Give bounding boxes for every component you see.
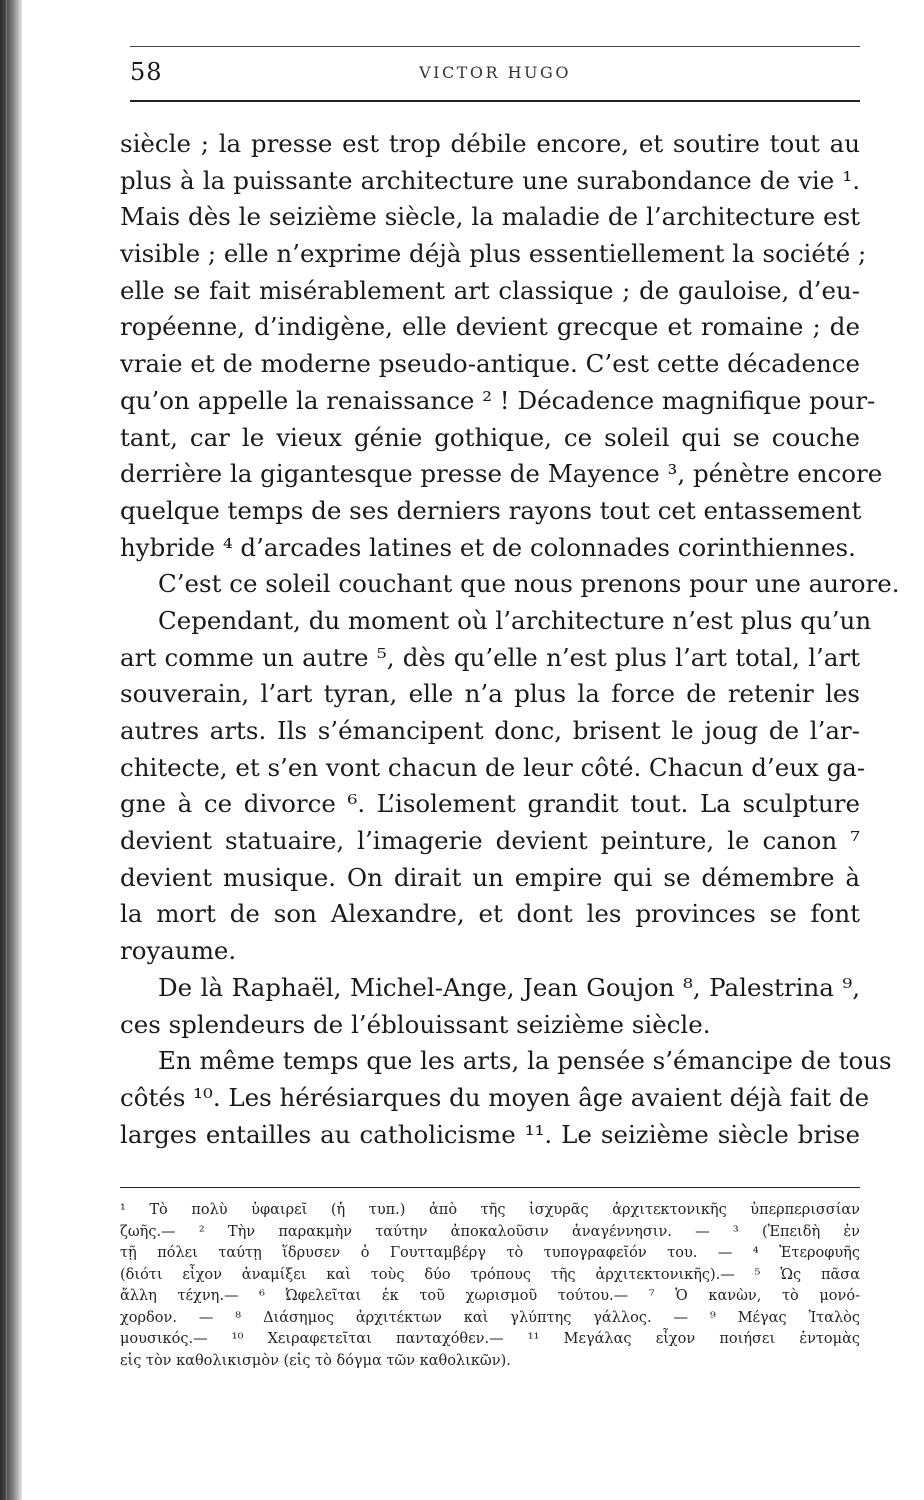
text-line: chitecte, et s’en vont chacun de leur côté. Chacun d’eux ga- bbox=[120, 752, 866, 782]
text-line: art comme un autre ⁵, dès qu’elle n’est plus l’art total, l’art bbox=[120, 642, 860, 672]
spine-edge-line bbox=[6, 0, 7, 1500]
text-line: De là Raphaël, Michel-Ange, Jean Goujon ⁸, Palestrina ⁹, bbox=[158, 972, 860, 1002]
text-line: larges entailles au catholicisme ¹¹. Le seizième siècle brise bbox=[120, 1119, 860, 1149]
text-line: elle se fait misérablement art classique ; de gauloise, d’eu- bbox=[120, 275, 860, 305]
text-line: qu’on appelle la renaissance ² ! Décadence magnifique pour- bbox=[120, 385, 876, 415]
spine-edge-line bbox=[12, 0, 13, 1500]
text-line: tant, car le vieux génie gothique, ce soleil qui se couche bbox=[120, 422, 860, 452]
text-line: plus à la puissante architecture une surabondance de vie ¹. bbox=[120, 165, 860, 195]
footnote-line: χορδον. — ⁸ Διάσημος ἀρχιτέκτων καὶ γλύπτης γάλλος. — ⁹ Μέγας Ἰταλὸς bbox=[120, 1309, 860, 1326]
text-line: En même temps que les arts, la pensée s’émancipe de tous bbox=[158, 1046, 892, 1076]
footnote-line: τῇ πόλει ταύτῃ ἵδρυσεν ὁ Γουτταμβέργ τὸ τυπογραφεῖόν του. — ⁴ Ἑτεροφυῆς bbox=[120, 1245, 860, 1261]
text-line: visible ; elle n’exprime déjà plus essentiellement la société ; bbox=[120, 239, 867, 269]
footnote-line: ¹ Τὸ πολὺ ὑφαιρεῖ (ἡ τυπ.) ἀπὸ τῆς ἰσχυρᾶς ἀρχιτεκτονικῆς ὑπερπερισσίαν bbox=[120, 1202, 860, 1218]
text-line: ces splendeurs de l’éblouissant seizième siècle. bbox=[120, 1009, 711, 1039]
book-spine-shadow bbox=[0, 0, 22, 1500]
top-rule bbox=[130, 46, 860, 47]
running-head: VICTOR HUGO bbox=[419, 63, 571, 82]
text-line: hybride ⁴ d’arcades latines et de colonnades corinthiennes. bbox=[120, 532, 856, 562]
footnote-line: ἄλλη τέχνη.— ⁶ Ὠφελεῖται ἐκ τοῦ χωρισμοῦ τούτου.— ⁷ Ὁ κανὼν, τὸ μονό- bbox=[120, 1288, 860, 1304]
footnote-line: ζωῆς.— ² Τὴν παρακμὴν ταύτην ἀποκαλοῦσιν ἀναγέννησιν. — ³ (Ἐπειδὴ ἐν bbox=[120, 1223, 860, 1240]
text-line: côtés ¹⁰. Les hérésiarques du moyen âge avaient déjà fait de bbox=[120, 1082, 870, 1112]
footnote-line: (διότι εἶχον ἀναμίξει καὶ τοὺς δύο τρόπους τῆς ἀρχιτεκτονικῆς).— ⁵ Ὡς πᾶσα bbox=[120, 1266, 860, 1283]
text-line: C’est ce soleil couchant que nous prenons pour une aurore. bbox=[158, 569, 900, 599]
text-line: derrière la gigantesque presse de Mayence ³, pénètre encore bbox=[120, 459, 883, 489]
text-line: royaume. bbox=[120, 936, 237, 966]
text-line: Cependant, du moment où l’architecture n’est plus qu’un bbox=[158, 605, 872, 635]
footnotes bbox=[120, 1200, 860, 1372]
text-line: vraie et de moderne pseudo-antique. C’est cette décadence bbox=[120, 349, 860, 379]
text-line: la mort de son Alexandre, et dont les provinces se font bbox=[120, 899, 860, 929]
body-text bbox=[120, 126, 900, 1153]
text-line: siècle ; la presse est trop débile encore, et soutire tout au bbox=[120, 129, 860, 158]
text-line: ropéenne, d’indigène, elle devient grecque et romaine ; de bbox=[120, 312, 860, 342]
text-line: devient musique. On dirait un empire qui se démembre à bbox=[120, 862, 860, 892]
text-line: quelque temps de ses derniers rayons tout cet entassement bbox=[120, 495, 862, 525]
text-line: autres arts. Ils s’émancipent donc, brisent le joug de l’ar- bbox=[120, 716, 860, 745]
text-line: souverain, l’art tyran, elle n’a plus la force de retenir les bbox=[120, 679, 860, 709]
footnote-line: μουσικός.— ¹⁰ Χειραφετεῖται πανταχόθεν.— ¹¹ Μεγάλας εἶχον ποιήσει ἐντομὰς bbox=[120, 1331, 860, 1347]
text-line: gne à ce divorce ⁶. L’isolement grandit tout. La sculpture bbox=[120, 789, 860, 819]
text-line: devient statuaire, l’imagerie devient peinture, le canon ⁷ bbox=[120, 826, 860, 856]
footnote-line: εἰς τὸν καθολικισμὸν (εἰς τὸ δόγμα τῶν καθολικῶν). bbox=[120, 1352, 511, 1369]
text-line: Mais dès le seizième siècle, la maladie de l’architecture est bbox=[120, 202, 860, 232]
footnotes-rule bbox=[120, 1187, 860, 1188]
page-number: 58 bbox=[130, 58, 163, 86]
header-rule bbox=[130, 100, 860, 102]
book-page bbox=[120, 0, 900, 1500]
page-header bbox=[130, 58, 860, 88]
